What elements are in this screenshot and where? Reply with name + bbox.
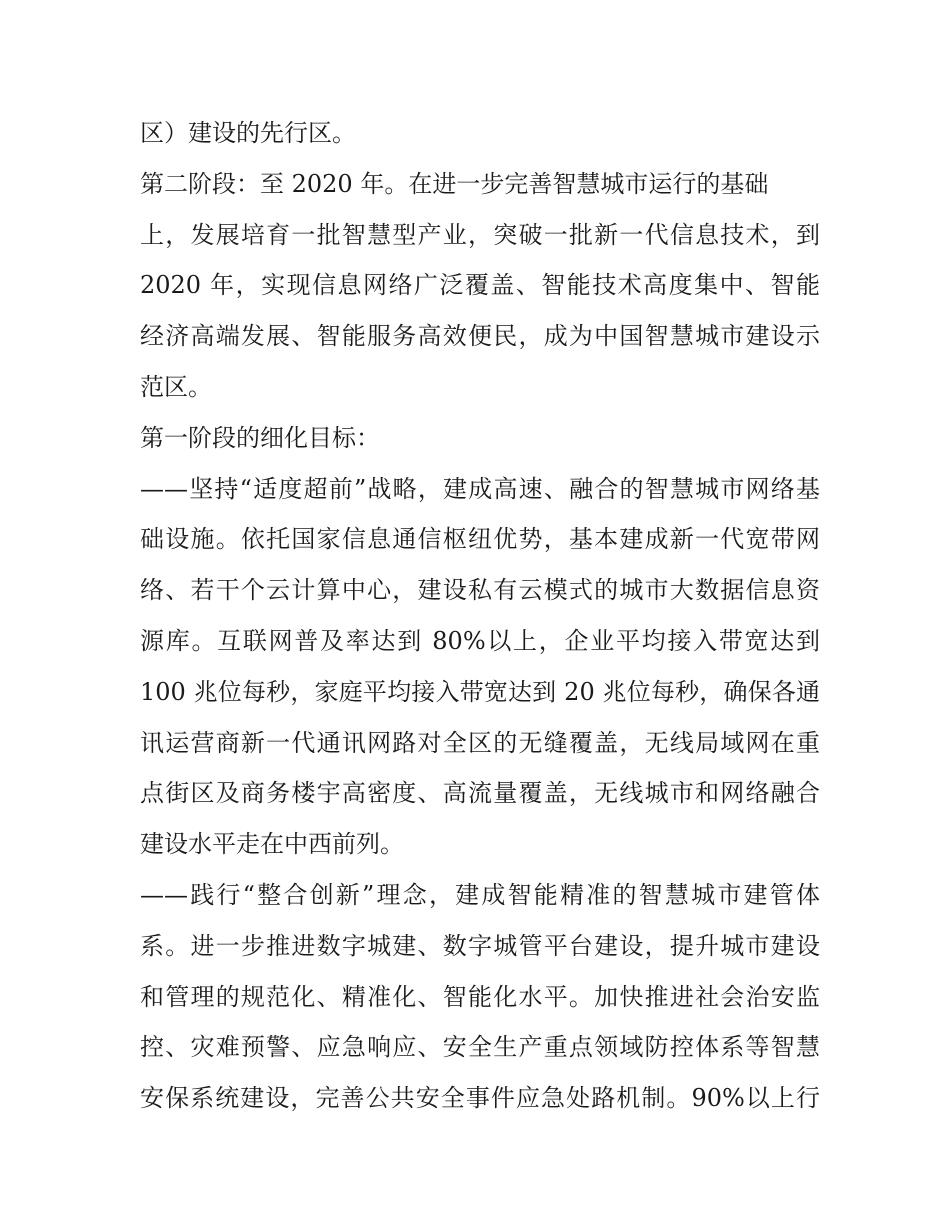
text-line: 100 兆位每秒，家庭平均接入带宽达到 20 兆位每秒，确保各通 [140,677,820,706]
text-line: 源库。互联网普及率达到 80%以上，企业平均接入带宽达到 [140,626,820,655]
text-line: ——坚持“适度超前”战略，建成高速、融合的智慧城市网络基 [140,474,820,503]
text-line: 础设施。依托国家信息通信枢纽优势，基本建成新一代宽带网 [140,525,820,554]
text-line: 系。进一步推进数字城建、数字城管平台建设，提升城市建设 [140,931,820,960]
text-line: 区）建设的先行区。 [140,119,356,147]
text-line: ——践行“整合创新”理念，建成智能精准的智慧城市建管体 [140,880,820,909]
text-line: 点街区及商务楼宇高密度、高流量覆盖，无线城市和网络融合 [140,779,820,808]
text-line: 2020 年，实现信息网络广泛覆盖、智能技术高度集中、智能 [140,271,820,300]
text-line: 控、灾难预警、应急响应、安全生产重点领域防控体系等智慧 [140,1033,820,1062]
text-line: 和管理的规范化、精准化、智能化水平。加快推进社会治安监 [140,982,820,1011]
text-line: 络、若干个云计算中心，建设私有云模式的城市大数据信息资 [140,576,820,605]
text-line: 第二阶段：至 2020 年。在进一步完善智慧城市运行的基础 [140,169,769,198]
text-line: 范区。 [140,372,212,401]
body-text [140,108,820,1124]
text-line: 经济高端发展、智能服务高效便民，成为中国智慧城市建设示 [140,322,820,351]
text-line: 讯运营商新一代通讯网路对全区的无缝覆盖，无线局域网在重 [140,728,820,757]
text-line: 上，发展培育一批智慧型产业，突破一批新一代信息技术，到 [140,220,820,249]
text-line: 第一阶段的细化目标： [140,423,380,452]
text-line: 安保系统建设，完善公共安全事件应急处路机制。90%以上行 [140,1084,820,1113]
text-line: 建设水平走在中西前列。 [140,830,404,859]
